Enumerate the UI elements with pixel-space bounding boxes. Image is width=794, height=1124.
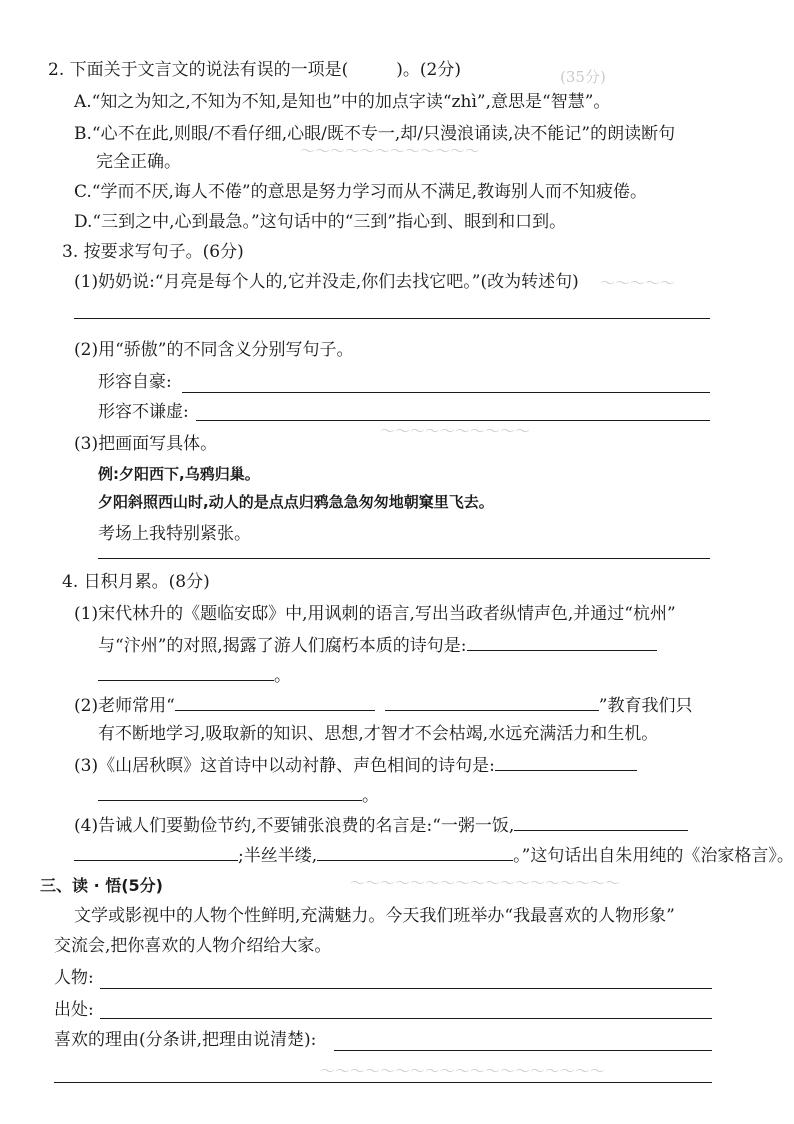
q4-4-line2 <box>74 842 794 868</box>
q4-3-line2 <box>98 782 379 808</box>
q4-2-line1 <box>74 692 692 718</box>
person-answer-line[interactable] <box>100 988 712 989</box>
q4-3-line1 <box>74 752 637 778</box>
q2-option-a: A.“知之为知之,不知为不知,是知也”中的加点字读“zhì”,意思是“智慧”。 <box>74 92 611 112</box>
q3-example-answer: 夕阳斜照西山时,动人的是点点归鸦急急匆匆地朝窠里飞去。 <box>98 493 494 511</box>
q4-3-blank-a[interactable] <box>495 752 637 771</box>
q4-1-end: 。 <box>274 666 291 686</box>
q3-task: 考场上我特别紧张。 <box>98 524 251 544</box>
q4-2-blank-b[interactable] <box>385 692 599 711</box>
q4-1-line3 <box>98 662 291 688</box>
reason-answer-line-1[interactable] <box>334 1050 712 1051</box>
q3-item-3: (3)把画面写具体。 <box>74 434 218 454</box>
bleed-through-mark: (35分) <box>560 68 606 86</box>
q3-item-1 <box>74 270 579 294</box>
q4-3-blank-b[interactable] <box>98 782 362 801</box>
section-3-intro-1: 文学或影视中的人物个性鲜明,充满魅力。今天我们班举办“我最喜欢的人物形象” <box>74 906 675 926</box>
q2-stem-tail: )。(2分) <box>396 60 461 80</box>
q4-stem: 4. 日积月累。(8分) <box>62 572 210 592</box>
q3-item-2: (2)用“骄傲”的不同含义分别写句子。 <box>74 340 354 360</box>
q4-4-mid: ;半丝半缕, <box>238 846 318 866</box>
bleed-through-mark: ～～～～～～～～～～ <box>380 422 531 440</box>
q4-2-line2: 有不断地学习,吸取新的知识、思想,才智才不会枯竭,水远充满活力和生机。 <box>98 724 659 744</box>
section-3-intro-2: 交流会,把你喜欢的人物介绍给大家。 <box>54 936 332 956</box>
q4-4-line1 <box>74 812 688 838</box>
source-answer-line[interactable] <box>100 1018 712 1019</box>
q3-2b-label: 形容不谦虚: <box>98 402 189 422</box>
bleed-through-mark: ～～～～～～～～～～～～～～～～～～～ <box>320 1062 606 1080</box>
q4-4-prompt: (4)告诫人们要勤俭节约,不要铺张浪费的名言是:“一粥一饭, <box>74 816 515 836</box>
q2-stem-text: 2. 下面关于文言文的说法有误的一项是( <box>48 60 349 80</box>
q4-2-suffix: ”教育我们只 <box>598 696 693 716</box>
q3-2a-label: 形容自豪: <box>98 372 172 392</box>
q4-1-blank-a[interactable] <box>467 632 657 651</box>
q4-1-line1: (1)宋代林升的《题临安邸》中,用讽刺的语言,写出当政者纵情声色,并通过“杭州” <box>74 604 676 624</box>
q4-3-prompt: (3)《山居秋暝》这首诗中以动衬静、声色相间的诗句是: <box>74 756 495 776</box>
q2-stem <box>48 58 461 82</box>
q3-2a-answer-line[interactable] <box>182 392 710 393</box>
q3-stem: 3. 按要求写句子。(6分) <box>62 242 244 262</box>
q3-2b-answer-line[interactable] <box>196 420 710 421</box>
q4-1-blank-b[interactable] <box>98 662 274 681</box>
section-3-title: 三、读 · 悟(5分) <box>40 876 163 895</box>
bleed-through-mark: ～～～～～～～～～～～～ <box>300 142 481 160</box>
q3-3-answer-line[interactable] <box>98 558 710 559</box>
q4-4-blank-b[interactable] <box>74 842 238 861</box>
reason-answer-line-2[interactable] <box>54 1082 712 1083</box>
q4-1-prompt: 与“汴州”的对照,揭露了游人们腐朽本质的诗句是: <box>98 636 467 656</box>
bleed-through-mark: ～～～～～ <box>600 274 676 292</box>
q4-4-blank-c[interactable] <box>317 842 513 861</box>
q4-4-end: 。”这句话出自朱用纯的《治家格言》。 <box>513 846 794 866</box>
q2-option-d: D.“三到之中,心到最急。”这句话中的“三到”指心到、眼到和口到。 <box>74 212 567 232</box>
q3-example: 例:夕阳西下,乌鸦归巢。 <box>98 465 260 483</box>
q2-option-b: B.“心不在此,则眼/不看仔细,心眼/既不专一,却/只漫浪诵读,决不能记”的朗读断句 <box>74 124 676 144</box>
q4-2-blank-a[interactable] <box>175 692 375 711</box>
q4-4-blank-a[interactable] <box>514 812 688 831</box>
q4-3-end: 。 <box>362 786 379 806</box>
bleed-through-mark: ～～～～～～～～～～～～～～～～～～ <box>350 874 621 892</box>
q3-1-answer-line[interactable] <box>74 318 710 319</box>
q4-1-line2 <box>98 632 657 658</box>
q2-option-b-cont: 完全正确。 <box>96 152 181 172</box>
person-label: 人物: <box>54 968 94 988</box>
q4-2-prefix: (2)老师常用“ <box>74 696 175 716</box>
source-label: 出处: <box>54 1000 94 1020</box>
q3-item-1-text: (1)奶奶说:“月亮是每个人的,它并没走,你们去找它吧。”(改为转述句) <box>74 272 579 292</box>
reason-label: 喜欢的理由(分条讲,把理由说清楚): <box>54 1030 317 1050</box>
q2-option-c: C.“学而不厌,诲人不倦”的意思是努力学习而从不满足,教诲别人而不知疲倦。 <box>74 182 647 202</box>
